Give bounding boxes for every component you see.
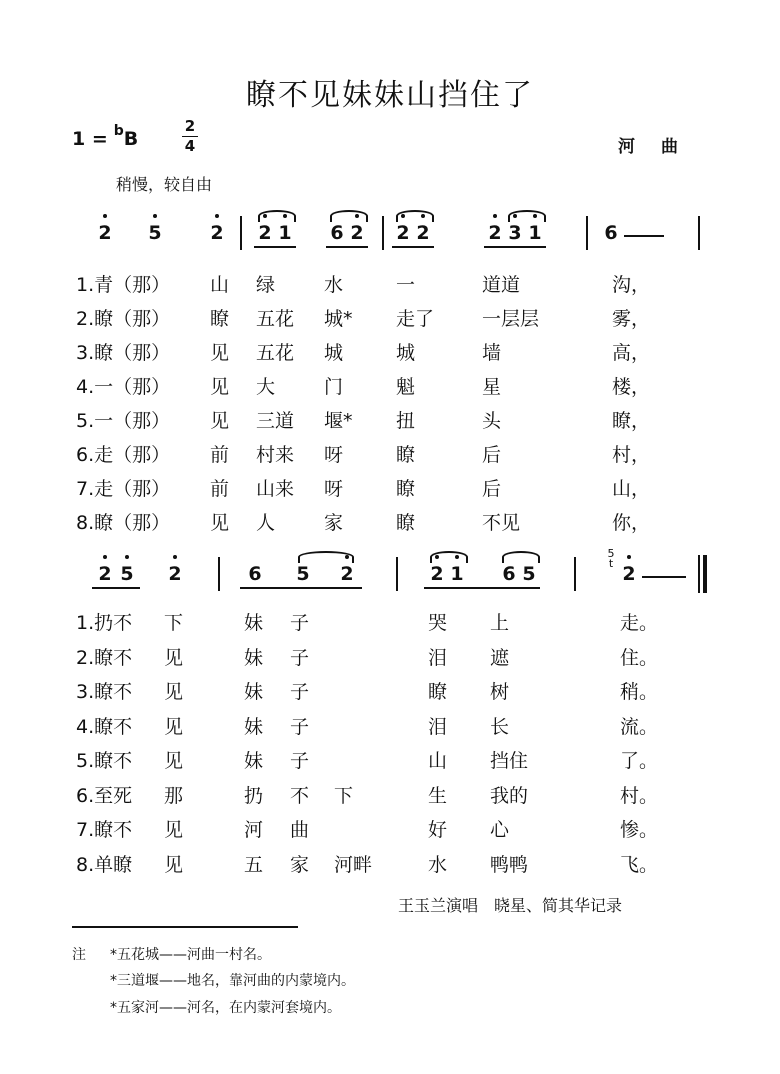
lyric-syllable: 五 [244,853,264,876]
lyric-syllable: 后 [482,444,502,466]
notation-line-1 [0,208,780,252]
lyric-syllable: 6.至死 [76,784,133,807]
lyric-syllable: 大 [256,376,276,398]
lyric-syllable: 瞭， [612,410,651,432]
lyric-syllable: 长 [490,715,510,738]
slur [258,210,296,222]
tempo-marking: 稍慢，较自由 [116,175,213,194]
lyric-syllable: 水 [428,853,448,876]
octave-dot [103,555,107,559]
lyric-syllable: 山 [428,750,448,772]
lyric-syllable: 山， [612,478,651,500]
lyric-syllable: 心 [490,819,510,841]
underline-beam [424,587,540,589]
lyric-syllable: 扔 [244,784,264,807]
lyric-syllable: 泪 [428,646,448,669]
lyric-syllable: 妹 [244,612,264,634]
grace-note-mark: t [608,557,614,570]
lyric-syllable: 水 [324,274,344,296]
note: 1 [450,563,464,585]
lyrics-verse-1 [0,270,780,300]
final-bar-line-thick [703,555,707,593]
lyric-syllable: 见 [210,376,230,398]
note: 2 [258,222,272,244]
lyric-syllable: 6.走（那） [76,444,171,466]
lyric-syllable: 妹 [244,646,264,669]
lyric-syllable: 瞭 [210,308,230,330]
lyric-syllable: 1.青（那） [76,274,171,296]
lyric-syllable: 2.瞭（那） [76,308,171,330]
footnote-3: *五家河——河名，在内蒙河套境内。 [110,1000,341,1016]
lyric-syllable: 不见 [482,512,521,534]
lyric-syllable: 了。 [620,750,659,772]
notation-line-2 [0,549,780,593]
time-signature-top: 2 [184,117,196,135]
lyric-syllable: 见 [164,646,184,669]
lyric-syllable: 流。 [620,715,659,738]
lyric-syllable: 树 [490,681,510,703]
lyric-syllable: 遮 [490,646,510,669]
underline-beam [92,587,140,589]
lyric-syllable: 不 [290,784,310,807]
lyric-syllable: 妹 [244,750,264,772]
lyrics-verse-7 [0,474,780,504]
lyrics-verse-8 [0,850,780,880]
key-prefix: 1 = [72,128,108,150]
slur [508,210,546,222]
note: 2 [396,222,410,244]
lyric-syllable: 后 [482,478,502,500]
octave-dot [103,214,107,218]
note: 5 [522,563,536,585]
key-signature [72,123,139,150]
note: 2 [210,222,224,244]
lyric-syllable: 8.单瞭 [76,853,133,876]
lyric-syllable: 1.扔不 [76,612,133,634]
lyrics-verse-6 [0,440,780,470]
note: 6 [330,222,344,244]
lyric-syllable: 村来 [256,444,295,466]
lyric-syllable: 门 [324,376,344,398]
lyric-syllable: 4.一（那） [76,376,171,398]
slur [502,551,540,563]
note: 2 [350,222,364,244]
underline-beam [484,246,546,248]
lyric-syllable: 瞭 [428,681,448,703]
lyric-syllable: 沟， [612,274,651,296]
lyric-syllable: 五花 [256,342,295,364]
lyric-syllable: 见 [164,750,184,772]
note: 5 [148,222,162,244]
note: 6 [604,222,618,244]
lyric-syllable: 2.瞭不 [76,646,133,669]
note: 2 [98,222,112,244]
lyric-syllable: 子 [290,646,310,669]
lyric-syllable: 五花 [256,308,295,330]
note: 5 [296,563,310,585]
lyric-syllable: 家 [324,512,344,534]
underline-beam [254,246,296,248]
lyrics-verse-3 [0,677,780,707]
note: 2 [98,563,112,585]
lyric-syllable: 山来 [256,478,295,500]
slur [430,551,468,563]
lyrics-verse-4 [0,712,780,742]
bar-line [240,216,242,250]
lyric-syllable: 哭 [428,612,448,634]
lyric-syllable: 泪 [428,715,448,738]
lyric-syllable: 呀 [324,444,344,466]
lyric-syllable: 一层层 [482,308,540,330]
lyric-syllable: 7.瞭不 [76,819,133,841]
lyric-syllable: 妹 [244,715,264,738]
performer-credit: 王玉兰演唱 晓星、简其华记录 [398,896,623,915]
octave-dot [627,555,631,559]
lyric-syllable: 高， [612,342,651,364]
lyric-syllable: 子 [290,715,310,738]
note: 2 [430,563,444,585]
lyric-syllable: 见 [164,853,184,876]
time-signature [180,118,200,155]
lyric-syllable: 呀 [324,478,344,500]
underline-beam [326,246,368,248]
lyric-syllable: 挡住 [490,750,529,772]
note: 2 [488,222,502,244]
lyric-syllable: 墙 [482,342,502,364]
lyrics-verse-5 [0,406,780,436]
lyric-syllable: 见 [164,819,184,841]
lyric-syllable: 见 [210,512,230,534]
lyric-syllable: 星 [482,376,502,398]
bar-line [698,216,700,250]
octave-dot [125,555,129,559]
note: 2 [416,222,430,244]
lyric-syllable: 3.瞭不 [76,681,133,703]
lyric-syllable: 城 [396,342,416,364]
lyric-syllable: 前 [210,478,230,500]
lyric-syllable: 8.瞭（那） [76,512,171,534]
lyric-syllable: 扭 [396,410,416,432]
lyric-syllable: 绿 [256,274,276,296]
octave-dot [215,214,219,218]
note: 1 [528,222,542,244]
underline-beam [392,246,434,248]
sustain-dash [624,235,664,237]
lyric-syllable: 三道 [256,410,295,432]
lyric-syllable: 人 [256,512,276,534]
bar-line [586,216,588,250]
lyrics-verse-1 [0,608,780,638]
octave-dot [173,555,177,559]
note: 2 [622,563,636,585]
lyric-syllable: 河 [244,819,264,841]
lyric-syllable: 曲 [290,819,310,841]
lyrics-verse-8 [0,508,780,538]
lyric-syllable: 城* [324,308,353,330]
lyric-syllable: 河畔 [334,853,373,876]
lyric-syllable: 惨。 [620,819,659,841]
lyric-syllable: 下 [334,784,354,807]
underline-beam [240,587,362,589]
lyric-syllable: 生 [428,784,448,807]
slur [330,210,368,222]
bar-line [574,557,576,591]
bar-line [396,557,398,591]
lyric-syllable: 5.瞭不 [76,750,133,772]
lyric-syllable: 雾， [612,308,651,330]
lyrics-verse-5 [0,746,780,776]
grace-note [606,549,616,569]
lyric-syllable: 妹 [244,681,264,703]
lyric-syllable: 鸭鸭 [490,853,529,876]
lyric-syllable: 子 [290,612,310,634]
lyrics-verse-7 [0,815,780,845]
slur [298,551,354,563]
lyric-syllable: 前 [210,444,230,466]
note: 2 [168,563,182,585]
grace-note-value: 5 [607,547,615,560]
lyric-syllable: 见 [164,681,184,703]
lyric-syllable: 飞。 [620,853,659,876]
lyric-syllable: 道道 [482,274,521,296]
bar-line [382,216,384,250]
note: 6 [248,563,262,585]
lyric-syllable: 见 [210,410,230,432]
key-note: B [123,128,139,150]
note: 3 [508,222,522,244]
sustain-dash [642,576,686,578]
lyric-syllable: 上 [490,612,510,634]
lyric-syllable: 走了 [396,308,435,330]
lyrics-verse-6 [0,781,780,811]
note: 1 [278,222,292,244]
footnote-1: *五花城——河曲一村名。 [110,947,271,963]
note: 5 [120,563,134,585]
lyric-syllable: 下 [164,612,184,634]
lyric-syllable: 子 [290,750,310,772]
footnote-divider [72,926,298,928]
lyric-syllable: 家 [290,853,310,876]
lyric-syllable: 村， [612,444,651,466]
lyric-syllable: 城 [324,342,344,364]
footnote-label: 注 [72,947,86,963]
lyric-syllable: 那 [164,784,184,807]
lyric-syllable: 4.瞭不 [76,715,133,738]
lyric-syllable: 稍。 [620,681,659,703]
lyric-syllable: 村。 [620,784,659,807]
lyrics-verse-2 [0,643,780,673]
octave-dot [153,214,157,218]
flat-sign: b [113,123,124,139]
lyric-syllable: 3.瞭（那） [76,342,171,364]
lyric-syllable: 楼， [612,376,651,398]
lyric-syllable: 走。 [620,612,659,634]
lyrics-verse-4 [0,372,780,402]
genre-label: 河曲 [618,137,704,157]
note: 2 [340,563,354,585]
lyric-syllable: 瞭 [396,478,416,500]
lyric-syllable: 堰* [324,410,353,432]
lyric-syllable: 5.一（那） [76,410,171,432]
lyric-syllable: 瞭 [396,444,416,466]
lyric-syllable: 见 [164,715,184,738]
lyric-syllable: 一 [396,274,416,296]
time-signature-bottom: 4 [184,137,196,155]
lyric-syllable: 住。 [620,646,659,669]
page-title: 瞭不见妹妹山挡住了 [246,78,534,113]
lyrics-verse-3 [0,338,780,368]
lyric-syllable: 山 [210,274,230,296]
octave-dot [493,214,497,218]
lyric-syllable: 见 [210,342,230,364]
bar-line [218,557,220,591]
lyric-syllable: 魁 [396,376,416,398]
lyric-syllable: 7.走（那） [76,478,171,500]
lyric-syllable: 瞭 [396,512,416,534]
lyrics-verse-2 [0,304,780,334]
final-bar-line-thin [698,555,700,593]
lyric-syllable: 你， [612,512,651,534]
note: 6 [502,563,516,585]
footnote-2: *三道堰——地名，靠河曲的内蒙境内。 [110,973,355,989]
lyric-syllable: 我的 [490,784,529,807]
lyric-syllable: 子 [290,681,310,703]
lyric-syllable: 头 [482,410,502,432]
lyric-syllable: 好 [428,819,448,841]
slur [396,210,434,222]
